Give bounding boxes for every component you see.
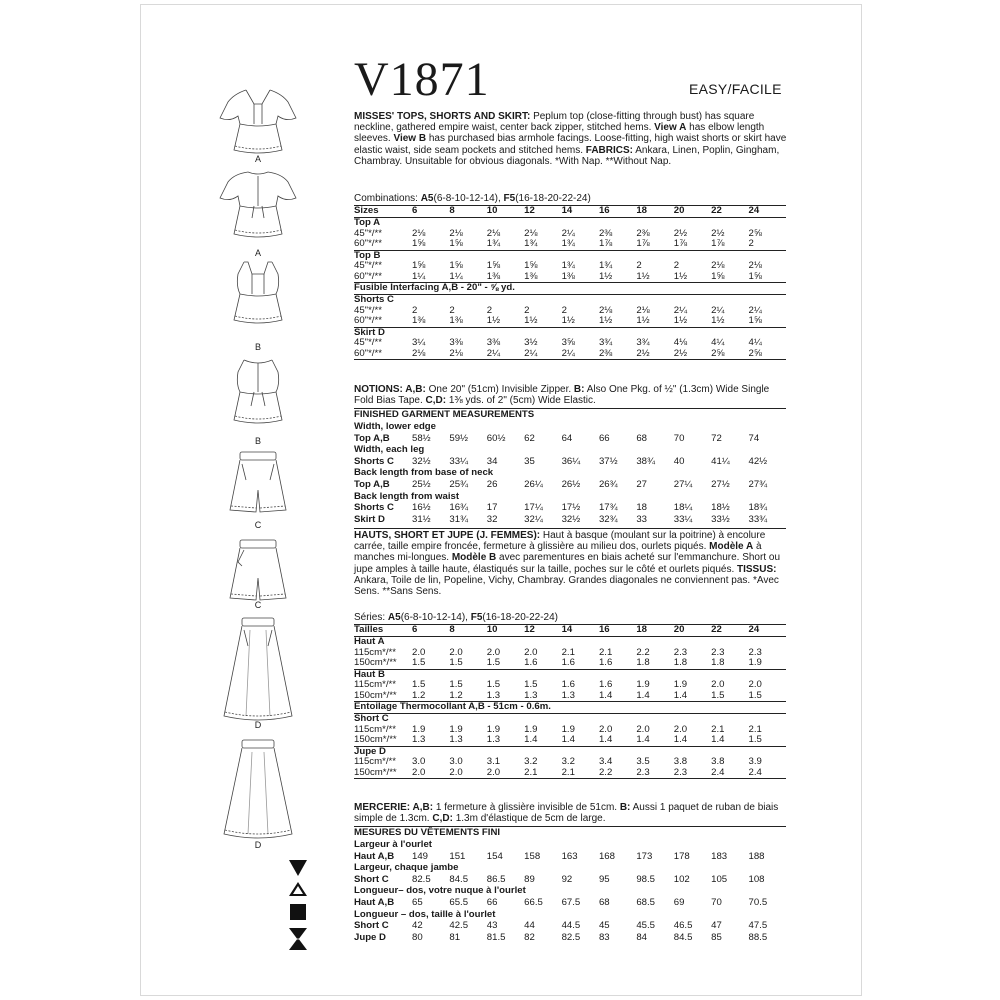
view-label: B: [254, 436, 262, 446]
drawing-skirt-d-front: [224, 618, 292, 720]
finished-measurements-english: FINISHED GARMENT MEASUREMENTS Width, lower edge Top A,B 58½ 59½ 60½ 62 64 66 68 70 72 74 Width, each leg Shorts C 32½ 33¼ 34 35 36¼ 37½ 38¾ 40 41¼ 42½ Back length from base of neck Top A,B 25½ 25¾ 26 26¼ 26½ 26¾ 27 27¼ 27½ 27¾ Back length from waist Shorts C 16½ 16¾ 17 17¼ 17½ 17¾ 18 18¼ 18½ 18¾ Skirt D 31½ 31¾ 32 32¼ 32½ 32¾ 33 33¼ 33½ 33¾: [354, 408, 786, 525]
finished-measurements-french: MESURES DU VÊTEMENTS FINI Largeur à l'ourlet Haut A,B 149 151 154 158 163 168 173 178 183 188 Largeur, chaque jambe Short C 82.5 84.5 86.5 89 92 95 98.5 102 105 108 Longueur– dos, votre nuque à l'ourlet Haut A,B 65 65.5 66 66.5 67.5 68 68.5 69 70 70.5 Longueur – dos, taille à l'ourlet Short C 42 42.5 43 44 44.5 45 45.5 46.5 47 47.5 Jupe D 80 81 81.5 82 82.5 83 84 84.5 85 88.5: [354, 826, 786, 943]
drawing-top-b-back: [234, 360, 282, 423]
combinations-french: Séries: A5(6-8-10-12-14), F5(16-18-20-22-24): [354, 612, 559, 623]
view-label: D: [254, 840, 262, 850]
drawing-shorts-c-front: [230, 452, 286, 512]
yardage-table-french: Tailles 6 8 10 12 14 16 18 20 22 24 Haut A 115cm*/** 2.0 2.0 2.0 2.0 2.1 2.1 2.2 2.3 2.3 2.3 150cm*/** 1.5 1.5 1.5 1.6 1.6 1.6 1.8 1.8 1.8 1.9 Haut B 115cm*/** 1.5 1.5 1.5 1.5 1.6 1.6 1.9 1.9 2.0 2.0 150cm*/** 1.2 1.2 1.3 1.3 1.3 1.4 1.4 1.4 1.5 1.5 Entoilage Thermocollant A,B - 51cm - 0.6m. Short C 115cm*/** 1.9 1.9 1.9 1.9 1.9 2.0 2.0 2.0 2.1 2.1 150cm*/** 1.3 1.3 1.3 1.4 1.4 1.4 1.4 1.4 1.4 1.5 Jupe D 115cm*/** 3.0 3.0 3.1 3.2 3.2 3.4 3.5 3.8 3.8 3.9 150cm*/** 2.0 2.0 2.0 2.1 2.1 2.2 2.3 2.3 2.4 2.4: [354, 624, 786, 779]
pattern-symbols: [286, 856, 310, 952]
notions-french: MERCERIE: A,B: 1 fermeture à glissière invisible de 51cm. B: Aussi 1 paquet de ruban de biais simple de 1.3cm. C,D: 1.3m d'élastique de 5cm de large.: [354, 802, 779, 825]
view-label: C: [254, 600, 262, 610]
notions-english: NOTIONS: A,B: One 20" (51cm) Invisible Zipper. B: Also One Pkg. of ½" (1.3cm) Wide Single Fold Bias Tape. C,D: 1⅜ yds. of 2" (5cm) Wide Elastic.: [354, 384, 770, 407]
drawing-top-a-back: [220, 172, 296, 237]
view-label: D: [254, 720, 262, 730]
drawing-skirt-d-back: [224, 740, 292, 838]
view-label: A: [254, 248, 262, 258]
section-divider: [354, 528, 786, 529]
hourglass-icon: [289, 928, 307, 950]
description-french: HAUTS, SHORT ET JUPE (J. FEMMES): Haut à basque (moulant sur la poitrine) à encolure carrée, taille empire froncée, fermeture à glissière au milieu dos, ourlets piqués. Modèle A à manches mi-longues. Modèle B avec parementures en biais acheté sur l'emmanchure. Short ou jupe amples à taille haute, élastiqués sur la taille, poches sur le côté et ourlets piqués. TISSUS: Ankara, Toile de lin, Popeline, Vichy, Chambray. Grandes diagonales ne conviennent pas. *Avec Sens. **Sans Sens.: [354, 530, 781, 598]
square-icon: [290, 904, 306, 920]
pattern-number: V1871: [354, 53, 490, 106]
view-label: C: [254, 520, 262, 530]
description-english: MISSES' TOPS, SHORTS AND SKIRT: Peplum top (close-fitting through bust) has square neckline, gathered empire waist, center back zipper, stitched hems. View A has elbow length sleeves. View B has purchased bias armhole facings. Loose-fitting, high waist shorts or skirt have elastic waist, side seam pockets and stitched hems. FABRICS: Ankara, Linen, Poplin, Gingham, Chambray. Unsuitable for obvious diagonals. *With Nap. **Without Nap.: [354, 111, 787, 167]
drawing-shorts-c-back: [230, 540, 286, 600]
yardage-table-english: Sizes 6 8 10 12 14 16 18 20 22 24 Top A 45"*/** 2⅛ 2⅛ 2⅛ 2⅛ 2¼ 2⅜ 2⅜ 2½ 2½ 2⅝ 60"*/** 1⅝ 1⅝ 1¾ 1¾ 1¾ 1⅞ 1⅞ 1⅞ 1⅞ 2 Top B 45"*/** 1⅝ 1⅝ 1⅝ 1⅝ 1¾ 1¾ 2 2 2⅛ 2⅛ 60"*/** 1¼ 1¼ 1⅜ 1⅜ 1⅜ 1½ 1½ 1½ 1⅝ 1⅝ Fusible Interfacing A,B - 20" - ⅝ yd. Shorts C 45"*/** 2 2 2 2 2 2⅛ 2⅛ 2¼ 2¼ 2¼ 60"*/** 1⅜ 1⅜ 1½ 1½ 1½ 1½ 1½ 1½ 1½ 1⅝ Skirt D 45"*/** 3¼ 3⅜ 3⅜ 3½ 3⅝ 3¾ 3¾ 4⅛ 4¼ 4¼ 60"*/** 2⅛ 2⅛ 2¼ 2¼ 2¼ 2⅜ 2½ 2½ 2⅝ 2⅝: [354, 205, 786, 360]
drawing-top-a-front: [220, 90, 296, 153]
drawing-top-b-front: [234, 262, 282, 323]
view-label: A: [254, 154, 262, 164]
triangle-outline-icon: [289, 882, 307, 896]
combinations-english: Combinations: A5(6-8-10-12-14), F5(16-18-20-22-24): [354, 193, 591, 204]
triangle-down-icon: [289, 860, 307, 876]
view-label: B: [254, 342, 262, 352]
difficulty-label: EASY/FACILE: [689, 81, 782, 97]
technical-drawings: [208, 88, 308, 858]
